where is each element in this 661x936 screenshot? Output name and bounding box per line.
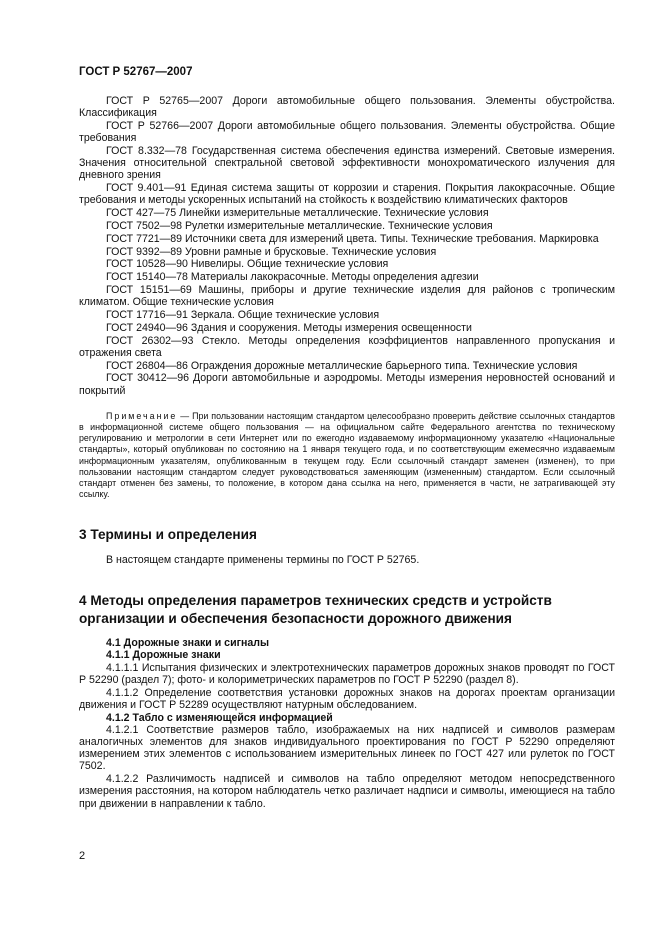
reference-item: ГОСТ 9392—89 Уровни рамные и брусковые. Технические условия [106, 245, 437, 258]
paragraph-4-1-1-1: 4.1.1.1 Испытания физических и электротехнических параметров дорожных знаков проводят по ГОСТ Р 52290 (раздел 7); фото- и колориметрических параметров по ГОСТ Р 52290 (раздел 8). [79, 661, 615, 686]
reference-item: ГОСТ 15140—78 Материалы лакокрасочные. Методы определения адгезии [106, 271, 479, 284]
section-3-heading: 3 Термины и определения [79, 527, 257, 543]
reference-item: ГОСТ Р 52766—2007 Дороги автомобильные общего пользования. Элементы обустройства. Общие требования [79, 120, 615, 145]
reference-item: ГОСТ Р 52765—2007 Дороги автомобильные общего пользования. Элементы обустройства. Классификация [79, 95, 615, 120]
normative-references-list [79, 95, 615, 397]
reference-item: ГОСТ 9.401—91 Единая система защиты от коррозии и старения. Покрытия лакокрасочные. Общие требования и методы ускоренных испытаний на стойкость к воздействию климатических факторов [79, 182, 615, 207]
references-note [79, 411, 615, 501]
note-label: Примечание [106, 410, 178, 421]
reference-item: ГОСТ 10528—90 Нивелиры. Общие технические условия [106, 258, 389, 271]
reference-item: ГОСТ 7502—98 Рулетки измерительные металлические. Технические условия [106, 220, 493, 232]
reference-item: ГОСТ 30412—96 Дороги автомобильные и аэродромы. Методы измерения неровностей оснований и покрытий [79, 372, 615, 397]
running-header: ГОСТ Р 52767—2007 [79, 66, 193, 78]
page-number: 2 [79, 850, 86, 862]
reference-item: ГОСТ 8.332—78 Государственная система обеспечения единства измерений. Световые измерения. Значения относительной спектральной световой эффективности монохроматического излучения для дневного зрения [79, 145, 615, 182]
section-4-heading: 4 Методы определения параметров технических средств и устройств организации и обеспечения безопасности дорожного движения [79, 593, 552, 626]
reference-item: ГОСТ 26804—86 Ограждения дорожные металлические барьерного типа. Технические условия [106, 359, 578, 372]
subsection-4-1-heading: 4.1 Дорожные знаки и сигналы [106, 637, 270, 650]
paragraph-4-1-2-2: 4.1.2.2 Различимость надписей и символов на табло определяют методом непосредственного измерения расстояния, на котором наблюдатель четко различает надписи и символы, имеющиеся на табло при движении в направлении к табло. [79, 773, 615, 810]
reference-item: ГОСТ 427—75 Линейки измерительные металлические. Технические условия [106, 207, 489, 220]
paragraph-4-1-2-1: 4.1.2.1 Соответствие размеров табло, изображаемых на них надписей и символов размерам аналогичных элементов для знаков индивидуального проектирования по ГОСТ Р 52290 определяют измерением этих элементов с использованием измерительных линеек по ГОСТ 427 или рулеток по ГОСТ 7502. [79, 723, 615, 773]
subsection-4-1-2-heading: 4.1.2 Табло с изменяющейся информацией [106, 711, 333, 724]
reference-item: ГОСТ 17716—91 Зеркала. Общие технические условия [106, 308, 380, 321]
reference-item: ГОСТ 15151—69 Машины, приборы и другие технические изделия для районов с тропическим климатом. Общие технические условия [79, 283, 615, 309]
subsection-4-1-1-heading: 4.1.1 Дорожные знаки [106, 649, 221, 662]
note-text: — При пользовании настоящим стандартом целесообразно проверить действие ссылочных стандартов в информационной системе общего пользования — на официальном сайте Федерального агентства по техническому регулированию и метрологии в сети Интернет или по ежегодно издаваемому информационному указателю «Национальные стандарты», который опубликован по состоянию на 1 января текущего года, и по соответствующим ежемесячно издаваемым информационным указателям, опубликованным в текущем году. Если ссылочный стандарт заменен (изменен), то при пользовании настоящим стандартом следует руководствоваться заменяющим (измененным) стандартом. Если ссылочный стандарт отменен без замены, то положение, в котором дана ссылка на него, применяется в части, не затрагивающей эту ссылку. [79, 410, 615, 500]
section-3-text: В настоящем стандарте применены термины по ГОСТ Р 52765. [106, 553, 420, 566]
page-content [79, 95, 615, 810]
reference-item: ГОСТ 7721—89 Источники света для измерений цвета. Типы. Технические требования. Маркировка [106, 232, 599, 245]
reference-item: ГОСТ 26302—93 Стекло. Методы определения коэффициентов направленного пропускания и отражения света [79, 334, 615, 359]
paragraph-4-1-1-2: 4.1.1.2 Определение соответствия установки дорожных знаков на дорогах проектам организации движения и ГОСТ Р 52289 осуществляют натурным обследованием. [79, 686, 615, 711]
reference-item: ГОСТ 24940—96 Здания и сооружения. Методы измерения освещенности [106, 321, 472, 334]
